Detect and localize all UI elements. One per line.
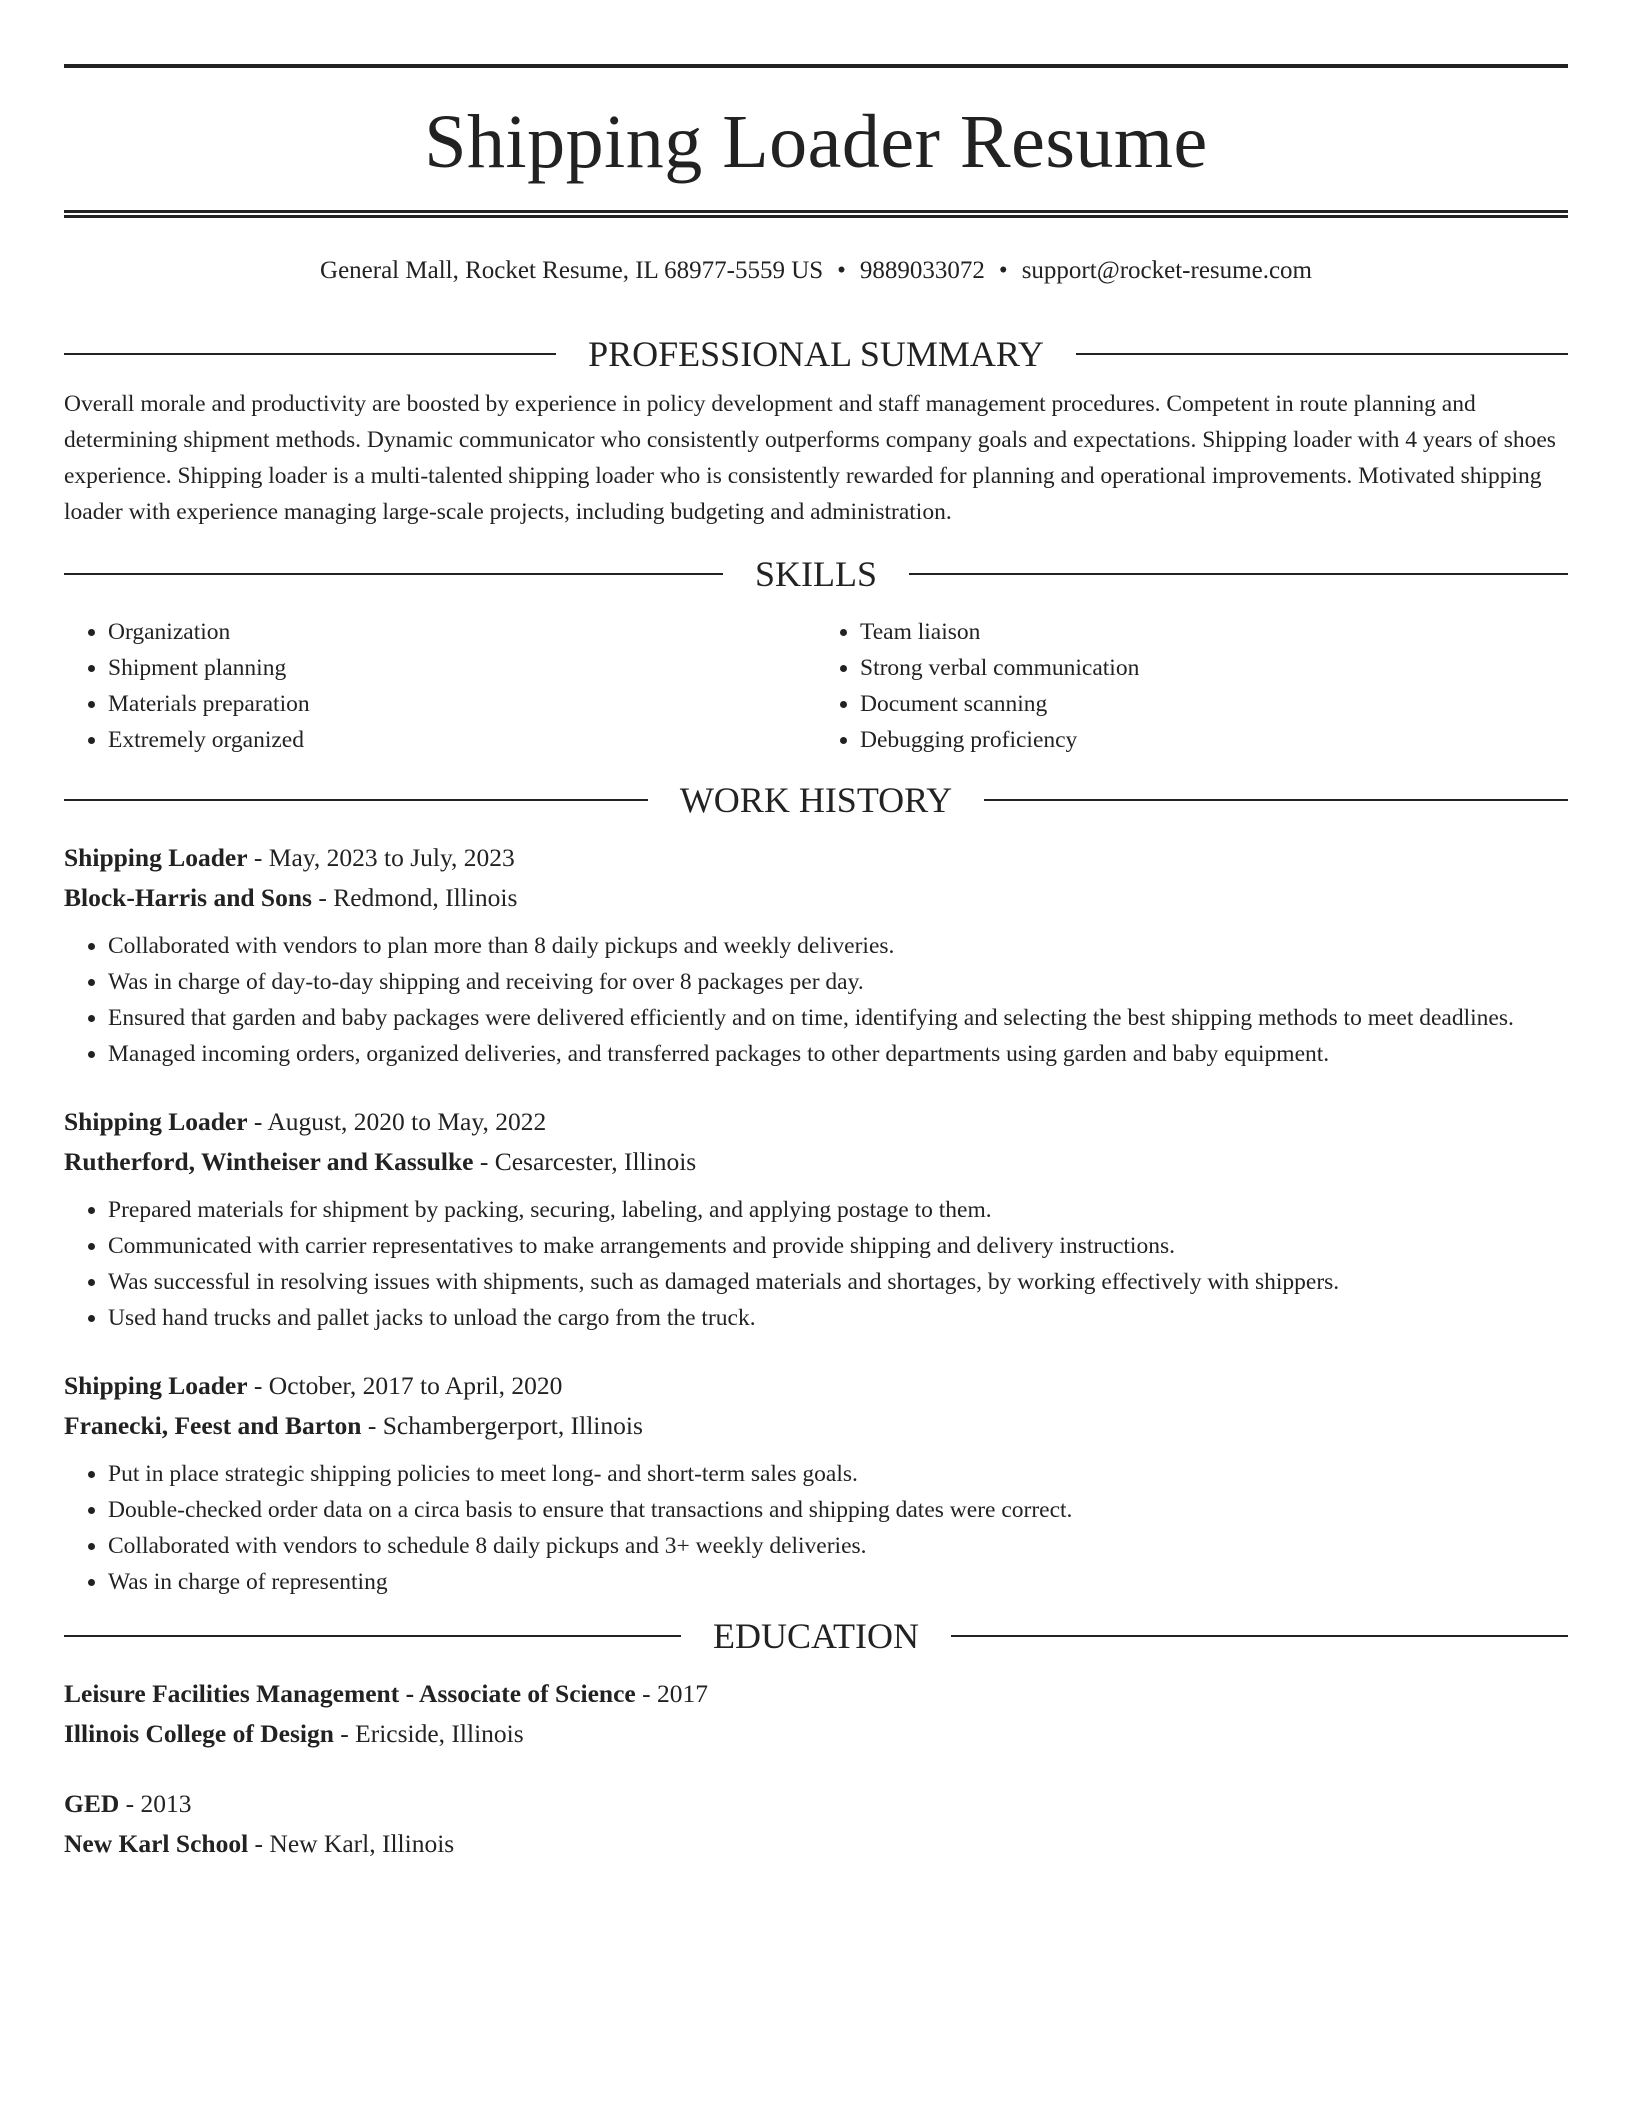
job-bullet: • Communicated with carrier representatives to make arrangements and provide shipping and delivery instructions. [108, 1228, 1568, 1264]
section-heading-skills [64, 552, 1568, 596]
job-bullet: • Double-checked order data on a circa basis to ensure that transactions and shipping dates were correct. [108, 1492, 1568, 1528]
job-bullet: • Ensured that garden and baby packages were delivered efficiently and on time, identifying and selecting the best shipping methods to meet deadlines. [108, 1000, 1568, 1036]
heading-rule-left [64, 353, 556, 355]
job-bullet: • Used hand trucks and pallet jacks to unload the cargo from the truck. [108, 1300, 1568, 1336]
job-bullets [64, 1192, 1568, 1336]
section-heading-summary [64, 332, 1568, 376]
job-bullet: • Collaborated with vendors to schedule 8 daily pickups and 3+ weekly deliveries. [108, 1528, 1568, 1564]
skill-item: • Shipment planning [108, 650, 816, 686]
contact-email: support@rocket-resume.com [1021, 257, 1312, 284]
summary-text: Overall morale and productivity are boosted by experience in policy development and staff management procedures. Competent in route planning and determining shipment methods. Dynamic communicator who consistently outperforms company goals and expectations. Shipping loader with 4 years of shoes experience. Shipping loader is a multi-talented shipping loader who is consistently rewarded for planning and operational improvements. Motivated shipping loader with experience managing large-scale projects, including budgeting and administration. [64, 391, 1556, 525]
heading-rule-right [951, 1635, 1568, 1637]
job-bullet: • Was successful in resolving issues with shipments, such as damaged materials and shortages, by working effectively with shippers. [108, 1264, 1568, 1300]
job-company-line [64, 1142, 1568, 1182]
education-school: New Karl School [64, 1829, 249, 1858]
education-school-line [64, 1714, 1568, 1754]
title-double-rule [64, 210, 1568, 218]
heading-rule-right [909, 573, 1568, 575]
contact-separator: • [998, 257, 1008, 284]
heading-rule-left [64, 1635, 681, 1637]
section-title: WORK HISTORY [679, 780, 953, 820]
job-title-line [64, 838, 1568, 878]
education-degree: Leisure Facilities Management - Associate of Science [64, 1679, 636, 1708]
heading-rule-right [984, 799, 1568, 801]
section-title: SKILLS [755, 554, 878, 594]
job-title-line [64, 1366, 1568, 1406]
section-title: PROFESSIONAL SUMMARY [588, 334, 1044, 374]
job-location: - Cesarcester, Illinois [473, 1147, 697, 1176]
education-school: Illinois College of Design [64, 1719, 334, 1748]
heading-rule-left [64, 573, 723, 575]
section-heading-education [64, 1614, 1568, 1658]
job-bullet: • Was in charge of representing [108, 1564, 1568, 1600]
skills-column-right [816, 614, 1568, 758]
section-heading-work [64, 778, 1568, 822]
job-company: Block-Harris and Sons [64, 883, 312, 912]
job-title: Shipping Loader [64, 1371, 248, 1400]
contact-separator: • [837, 257, 846, 284]
job-bullet: • Managed incoming orders, organized deliveries, and transferred packages to other departments using garden and baby equipment. [108, 1036, 1568, 1072]
skill-item: • Extremely organized [108, 722, 816, 758]
job-dates: - October, 2017 to April, 2020 [247, 1371, 563, 1400]
heading-rule-left [64, 799, 648, 801]
resume-page [64, 64, 1568, 1864]
top-rule [64, 64, 1568, 68]
section-title: EDUCATION [713, 1616, 919, 1656]
job-title: Shipping Loader [64, 843, 248, 872]
job-dates: - August, 2020 to May, 2022 [247, 1107, 547, 1136]
job-title: Shipping Loader [64, 1107, 248, 1136]
job-dates: - May, 2023 to July, 2023 [247, 843, 515, 872]
job-title-line [64, 1102, 1568, 1142]
job-company: Rutherford, Wintheiser and Kassulke [64, 1147, 474, 1176]
skill-item: • Team liaison [860, 614, 1568, 650]
job-bullet: • Put in place strategic shipping policies to meet long- and short-term sales goals. [108, 1456, 1568, 1492]
education-entry [64, 1784, 1568, 1864]
job-entry [64, 1102, 1568, 1336]
resume-title: Shipping Loader Resume [424, 100, 1208, 184]
skill-item: • Strong verbal communication [860, 650, 1568, 686]
education-location: - Ericside, Illinois [333, 1719, 524, 1748]
job-bullet: • Prepared materials for shipment by packing, securing, labeling, and applying postage to them. [108, 1192, 1568, 1228]
job-bullets [64, 1456, 1568, 1600]
job-location: - Redmond, Illinois [311, 883, 518, 912]
job-entry [64, 838, 1568, 1072]
skill-item: • Debugging proficiency [860, 722, 1568, 758]
job-location: - Schambergerport, Illinois [361, 1411, 643, 1440]
contact-address: General Mall, Rocket Resume, IL 68977-5559 US [320, 257, 824, 284]
job-bullet: • Collaborated with vendors to plan more than 8 daily pickups and weekly deliveries. [108, 928, 1568, 964]
skill-item: • Materials preparation [108, 686, 816, 722]
skills-list [64, 614, 1568, 758]
education-entry [64, 1674, 1568, 1754]
education-school-line [64, 1824, 1568, 1864]
education-degree-line [64, 1784, 1568, 1824]
contact-phone: 9889033072 [859, 257, 985, 284]
job-bullets [64, 928, 1568, 1072]
education-year: - 2017 [635, 1679, 708, 1708]
skills-column-left [64, 614, 816, 758]
job-entry [64, 1366, 1568, 1600]
job-company-line [64, 878, 1568, 918]
skill-item: • Document scanning [860, 686, 1568, 722]
contact-line [64, 256, 1568, 286]
education-degree: GED [64, 1789, 120, 1818]
education-degree-line [64, 1674, 1568, 1714]
education-location: - New Karl, Illinois [248, 1829, 455, 1858]
job-bullet: • Was in charge of day-to-day shipping and receiving for over 8 packages per day. [108, 964, 1568, 1000]
job-company: Franecki, Feest and Barton [64, 1411, 362, 1440]
heading-rule-right [1076, 353, 1568, 355]
job-company-line [64, 1406, 1568, 1446]
education-year: - 2013 [119, 1789, 192, 1818]
skill-item: • Organization [108, 614, 816, 650]
